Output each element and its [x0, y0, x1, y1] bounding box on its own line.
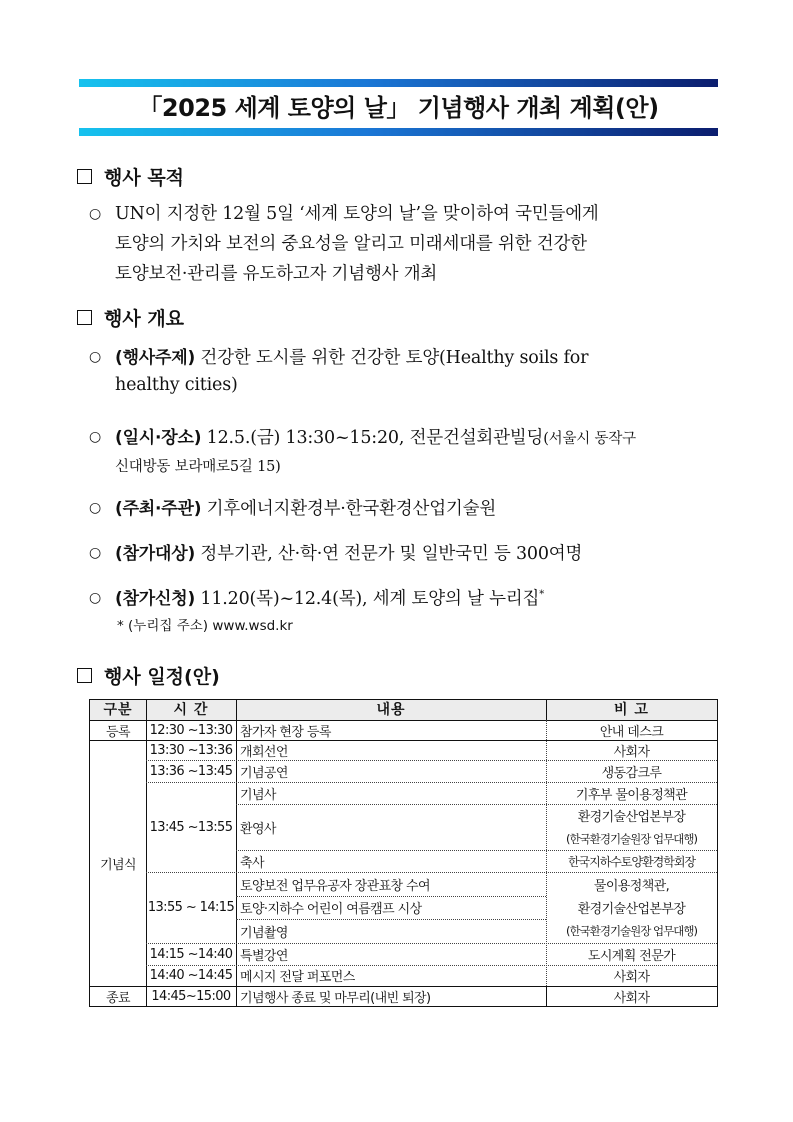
title-bar-bottom [79, 128, 718, 136]
overview-label: (참가신청) [115, 589, 196, 609]
overview-theme-cont: healthy cities) [115, 375, 238, 395]
header-remarks: 비 고 [614, 702, 649, 718]
col-divider-header [546, 700, 547, 720]
overview-registration [115, 584, 544, 610]
cell-content: 축사 [240, 855, 264, 871]
cell-remarks: 사회자 [613, 744, 650, 760]
cell-remarks: 안내 데스크 [599, 724, 664, 740]
section-heading-overview [77, 304, 184, 331]
overview-text: 정부기관, 산·학·연 전문가 및 일반국민 등 300여명 [200, 544, 583, 564]
cell-remarks: 생동감크루 [601, 765, 662, 781]
website-note: * (누리집 주소) www.wsd.kr [117, 618, 293, 634]
cell-remarks: (한국환경기술원장 업무대행) [566, 924, 697, 938]
cell-content: 개회선언 [240, 744, 288, 760]
cell-category: 종료 [106, 990, 130, 1006]
cell-content: 기념사 [240, 787, 276, 803]
col-divider-time [236, 700, 237, 1006]
overview-address-cont: 신대방동 보라매로5길 15) [115, 459, 281, 475]
section-heading-purpose [77, 163, 184, 190]
cell-remarks: 환경기술산업본부장 [577, 810, 686, 825]
title-bar-top [79, 79, 718, 87]
circle-bullet-icon: ○ [89, 429, 102, 445]
cell-remarks: (한국환경기술원장 업무대행) [566, 831, 697, 846]
header-category: 구분 [103, 702, 133, 718]
cell-time: 13:36 ~13:45 [149, 763, 233, 779]
cell-content: 토양·지하수 어린이 여름캠프 시상 [240, 902, 422, 917]
purpose-line-3: 토양보전·관리를 유도하고자 기념행사 개최 [115, 264, 438, 284]
cell-remarks: 기후부 물이용정책관 [575, 787, 688, 803]
cell-category-ceremony: 기념식 [100, 857, 136, 873]
cell-remarks: 사회자 [613, 990, 650, 1006]
schedule-table [89, 699, 718, 1007]
overview-text: 건강한 도시를 위한 건강한 토양(Healthy soils for [200, 348, 589, 368]
overview-host [115, 494, 496, 520]
overview-datetime [115, 423, 636, 449]
page-title: 「2025 세계 토양의 날」 기념행사 개최 계획(안) [138, 94, 659, 122]
overview-label: (주최·주관) [115, 499, 202, 519]
cell-time: 13:45 ~13:55 [149, 819, 233, 835]
circle-bullet-icon: ○ [89, 349, 102, 365]
cell-time: 12:30 ~13:30 [149, 722, 233, 738]
cell-content: 참가자 현장 등록 [240, 724, 331, 740]
section-heading-text: 행사 개요 [104, 308, 185, 330]
cell-content: 기념촬영 [240, 925, 288, 941]
cell-remarks: 물이용정책관, [593, 878, 670, 894]
cell-content: 기념행사 종료 및 마무리(내빈 퇴장) [240, 990, 431, 1006]
section-heading-text: 행사 목적 [104, 167, 185, 189]
cell-content: 특별강연 [240, 948, 288, 964]
section-heading-text: 행사 일정(안) [104, 666, 220, 688]
overview-label: (행사주제) [115, 348, 196, 368]
footnote-mark: * [539, 589, 545, 601]
cell-time: 14:40 ~14:45 [149, 968, 233, 983]
cell-remarks: 한국지하수토양환경학회장 [567, 854, 696, 869]
overview-audience [115, 539, 582, 565]
cell-content: 환영사 [240, 821, 276, 837]
overview-label: (참가대상) [115, 544, 196, 564]
overview-text: 기후에너지환경부·한국환경산업기술원 [206, 499, 497, 519]
overview-address: (서울시 동작구 [543, 431, 636, 447]
circle-bullet-icon: ○ [89, 500, 102, 516]
cell-time: 14:45~15:00 [151, 988, 231, 1004]
checkbox-square-icon [77, 169, 92, 184]
overview-label: (일시·장소) [115, 428, 202, 448]
cell-remarks: 환경기술산업본부장 [577, 902, 686, 917]
overview-text: 12.5.(금) 13:30~15:20, 전문건설회관빌딩 [206, 428, 544, 448]
circle-bullet-icon: ○ [89, 206, 102, 222]
circle-bullet-icon: ○ [89, 545, 102, 561]
cell-content: 기념공연 [240, 765, 288, 781]
circle-bullet-icon: ○ [89, 590, 102, 606]
cell-content: 토양보전 업무유공자 장관표창 수여 [240, 878, 430, 894]
cell-time: 14:15 ~14:40 [149, 946, 233, 962]
cell-content: 메시지 전달 퍼포먼스 [240, 970, 355, 985]
header-time: 시 간 [173, 702, 209, 718]
cell-time: 13:30 ~13:36 [149, 742, 233, 758]
overview-text: 11.20(목)~12.4(목), 세계 토양의 날 누리집 [200, 589, 540, 609]
purpose-line-1: UN이 지정한 12월 5일 ‘세계 토양의 날’을 맞이하여 국민들에게 [115, 204, 599, 224]
header-content: 내용 [376, 702, 406, 718]
overview-theme [115, 343, 588, 369]
checkbox-square-icon [77, 310, 92, 325]
checkbox-square-icon [77, 668, 92, 683]
cell-category: 등록 [106, 724, 130, 740]
cell-remarks: 도시계획 전문가 [587, 948, 676, 964]
cell-remarks: 사회자 [613, 970, 650, 985]
section-heading-schedule [77, 662, 220, 689]
cell-time: 13:55 ~ 14:15 [147, 900, 235, 915]
purpose-line-2: 토양의 가치와 보전의 중요성을 알리고 미래세대를 위한 건강한 [115, 234, 587, 254]
